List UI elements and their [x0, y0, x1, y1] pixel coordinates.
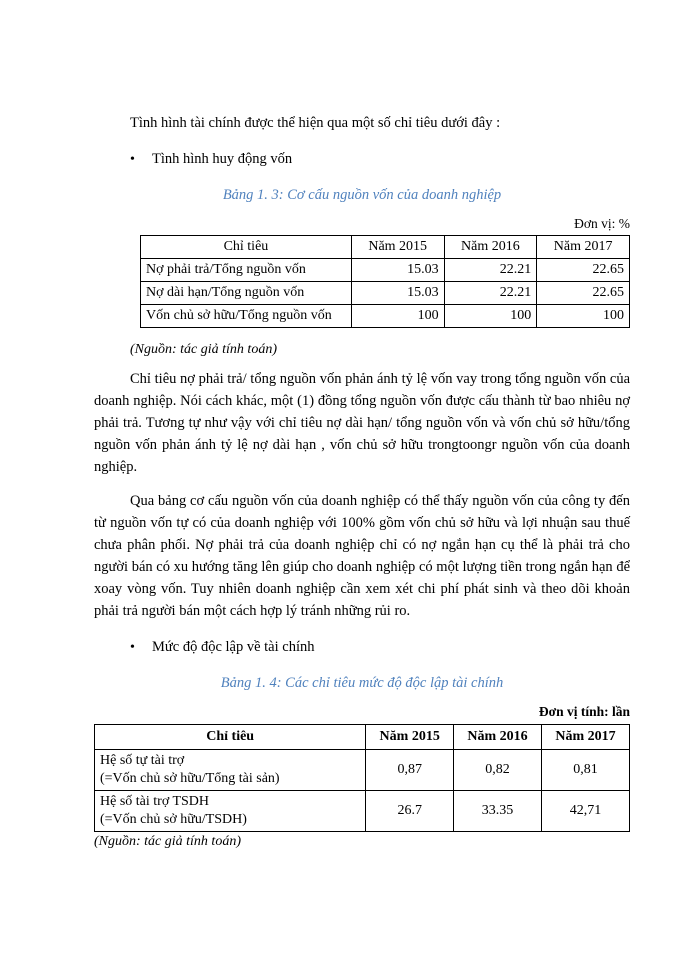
bullet-text-funding: Tình hình huy động vốn — [152, 151, 293, 167]
table2-row0-val-2017: 0,81 — [541, 750, 629, 791]
analysis-paragraph-1: Chỉ tiêu nợ phải trả/ tổng nguồn vốn phản ánh tỷ lệ vốn vay trong tổng nguồn vốn của doanh nghiệp. Nói cách khác, một (1) đồng tổng nguồn vốn được cấu thành từ bao nhiêu nợ phải trả. Tương tự như vậy với chỉ tiêu nợ dài hạn/ tổng nguồn vốn và vốn chủ sở hữu/tổng nguồn vốn phản ánh tỷ lệ nợ dài hạn , vốn chủ sở hữu trongtoongr nguồn vốn của doanh nghiệp. — [94, 371, 630, 475]
table2-row1-val-2016: 33.35 — [454, 791, 542, 832]
table1-row2-label: Vốn chủ sở hữu/Tổng nguồn vốn — [141, 305, 352, 328]
table2-source-note: (Nguồn: tác giả tính toán) — [94, 834, 241, 849]
table1-row1-val-2015: 15.03 — [351, 282, 444, 305]
table2-row1-val-2017: 42,71 — [541, 791, 629, 832]
table2-row1-formula: (=Vốn chủ sở hữu/TSDH) — [100, 812, 247, 827]
table1-row0-val-2017: 22.65 — [537, 259, 630, 282]
table1-caption: Bảng 1. 3: Cơ cấu nguồn vốn của doanh nghiệp — [222, 187, 502, 203]
table2-header-2016: Năm 2016 — [454, 725, 542, 750]
table2-caption: Bảng 1. 4: Các chỉ tiêu mức độ độc lập tài chính — [220, 675, 504, 691]
table1-header-2015: Năm 2015 — [351, 236, 444, 259]
table2-row0-label — [95, 750, 366, 791]
table1-row0-val-2016: 22.21 — [444, 259, 537, 282]
table-financial-independence — [94, 724, 630, 832]
table1-unit-label: Đơn vị: % — [574, 216, 630, 231]
table1-row2-val-2017: 100 — [537, 305, 630, 328]
table1-row0-label: Nợ phải trả/Tổng nguồn vốn — [141, 259, 352, 282]
table1-header-chi-tieu: Chỉ tiêu — [141, 236, 352, 259]
intro-paragraph: Tình hình tài chính được thể hiện qua một số chỉ tiêu dưới đây : — [130, 115, 501, 131]
bullet-item-funding — [94, 148, 630, 171]
table2-row0-formula: (=Vốn chủ sở hữu/Tổng tài sản) — [100, 771, 280, 786]
table1-source-note: (Nguồn: tác giả tính toán) — [130, 342, 277, 357]
table-row — [141, 282, 630, 305]
table2-row1-val-2015: 26.7 — [366, 791, 454, 832]
analysis-paragraph-2: Qua bảng cơ cấu nguồn vốn của doanh nghiệp có thể thấy nguồn vốn của công ty đến từ nguồn vốn tự có của doanh nghiệp với 100% gồm vốn chủ sở hữu và lợi nhuận sau thuế chưa phân phối. Nợ phải trả của doanh nghiệp chỉ có nợ ngắn hạn cụ thể là phải trả cho người bán có xu hướng tăng lên giúp cho doanh nghiệp có một lượng tiền trong ngắn hạn để xoay vòng vốn. Tuy nhiên doanh nghiệp cần xem xét chi phí phát sinh và theo dõi khoản phải trả người bán một cách hợp lý tránh những rủi ro. — [94, 493, 630, 619]
table1-header-2016: Năm 2016 — [444, 236, 537, 259]
table1-header-row — [141, 236, 630, 259]
table2-header-2017: Năm 2017 — [541, 725, 629, 750]
table2-row0-val-2016: 0,82 — [454, 750, 542, 791]
table2-row0-name: Hệ số tự tài trợ — [100, 753, 185, 768]
bullet-text-independence: Mức độ độc lập về tài chính — [152, 639, 315, 655]
table1-row1-label: Nợ dài hạn/Tổng nguồn vốn — [141, 282, 352, 305]
bullet-icon: • — [130, 152, 135, 167]
table2-header-chi-tieu: Chỉ tiêu — [95, 725, 366, 750]
table1-row1-val-2017: 22.65 — [537, 282, 630, 305]
table1-row2-val-2015: 100 — [351, 305, 444, 328]
table2-unit-label: Đơn vị tính: lần — [538, 704, 630, 719]
table-row — [141, 305, 630, 328]
table-row — [95, 791, 630, 832]
table1-row2-val-2016: 100 — [444, 305, 537, 328]
bullet-icon: • — [130, 640, 135, 655]
table2-row1-name: Hệ số tài trợ TSDH — [100, 794, 210, 809]
table2-row1-label — [95, 791, 366, 832]
table-capital-structure — [140, 235, 630, 328]
bullet-item-independence — [94, 636, 630, 659]
table2-row0-val-2015: 0,87 — [366, 750, 454, 791]
table1-row0-val-2015: 15.03 — [351, 259, 444, 282]
table-row — [95, 750, 630, 791]
table-row — [141, 259, 630, 282]
table2-header-2015: Năm 2015 — [366, 725, 454, 750]
table1-row1-val-2016: 22.21 — [444, 282, 537, 305]
table2-header-row — [95, 725, 630, 750]
table1-header-2017: Năm 2017 — [537, 236, 630, 259]
